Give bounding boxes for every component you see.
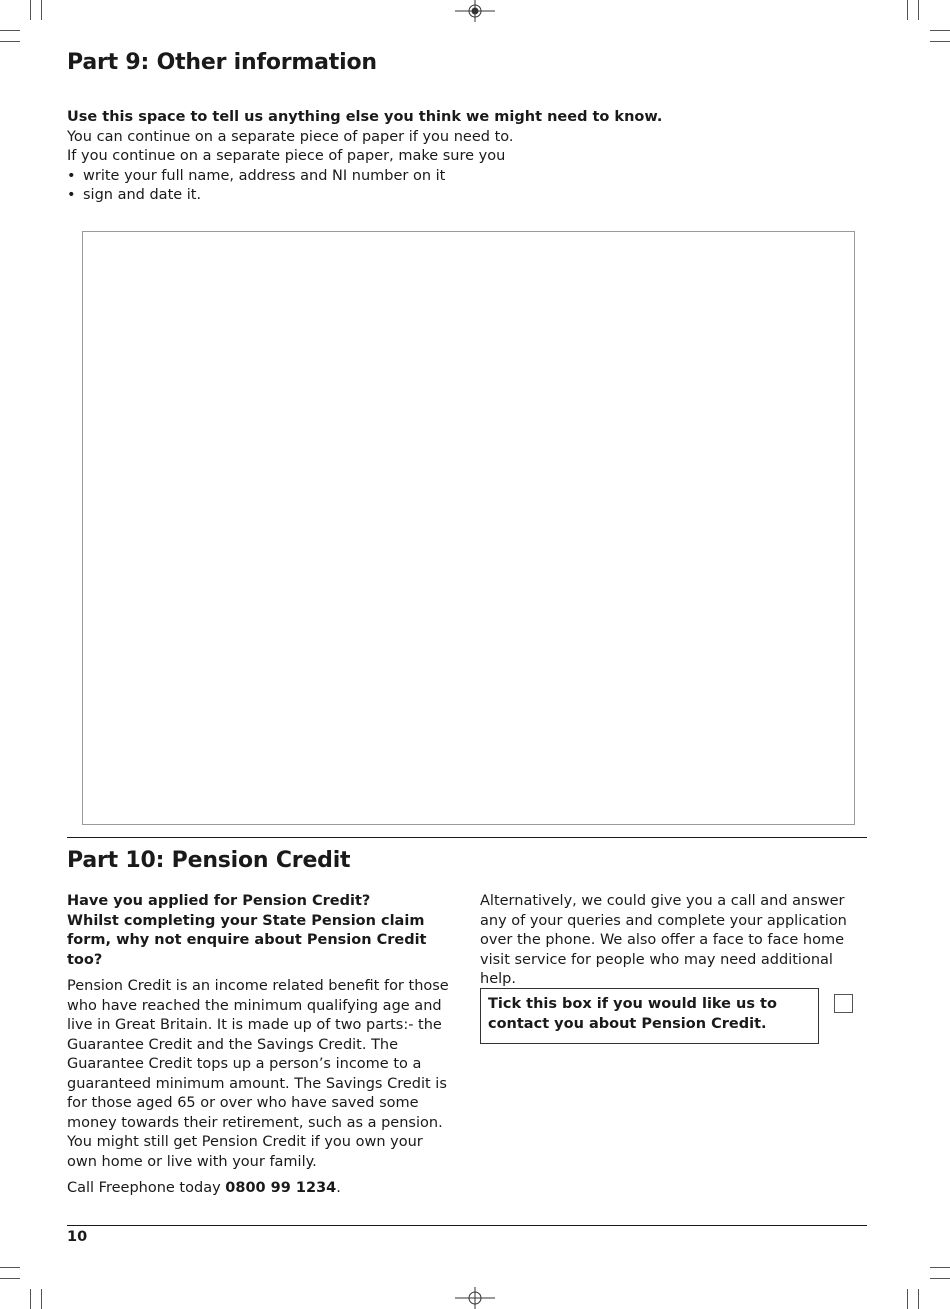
other-information-textarea[interactable]	[82, 231, 855, 825]
part10-left-column	[67, 892, 457, 1199]
contact-tick-label: Tick this box if you would like us to contact you about Pension Credit.	[480, 988, 819, 1044]
part9-title: Part 9: Other information	[67, 50, 377, 75]
list-item: • write your full name, address and NI number on it	[67, 167, 867, 187]
pension-credit-body: Pension Credit is an income related benefit for those who have reached the minimum qualifying age and live in Great Britain. It is made up of two parts:- the Guarantee Credit and the Savings Credit. The Guarantee Credit tops up a person’s income to a guaranteed minimum amount. The Savings Credit is for those aged 65 or over who have saved some money towards their retirement, such as a pension. You might still get Pension Credit if you own your own home or live with your family.	[67, 978, 449, 1170]
freephone-prefix: Call Freephone today	[67, 1180, 226, 1196]
page-number: 10	[67, 1229, 88, 1245]
freephone-suffix: .	[336, 1180, 341, 1196]
registration-mark-top	[455, 0, 495, 22]
list-item: • sign and date it.	[67, 186, 867, 206]
part9-line1: You can continue on a separate piece of paper if you need to.	[67, 128, 514, 145]
part10-title: Part 10: Pension Credit	[67, 848, 351, 873]
freephone-line	[67, 1179, 457, 1199]
footer-divider	[67, 1225, 867, 1226]
pension-credit-alternative: Alternatively, we could give you a call and answer any of your queries and complete your application over the phone. We also offer a face to face home visit service for people who may need additional help.	[480, 893, 847, 987]
registration-mark-bottom	[455, 1287, 495, 1309]
section-divider	[67, 837, 867, 838]
contact-checkbox[interactable]	[834, 994, 853, 1013]
freephone-number: 0800 99 1234	[225, 1180, 337, 1196]
part9-line2: If you continue on a separate piece of paper, make sure you	[67, 148, 506, 164]
part9-intro: Use this space to tell us anything else you think we might need to know.	[67, 109, 663, 125]
pension-credit-question-2: Whilst completing your State Pension claim form, why not enquire about Pension Credit too?	[67, 912, 427, 968]
part9-instructions	[67, 108, 867, 206]
pension-credit-question: Have you applied for Pension Credit?	[67, 893, 371, 909]
part9-bullet-list	[67, 167, 867, 206]
